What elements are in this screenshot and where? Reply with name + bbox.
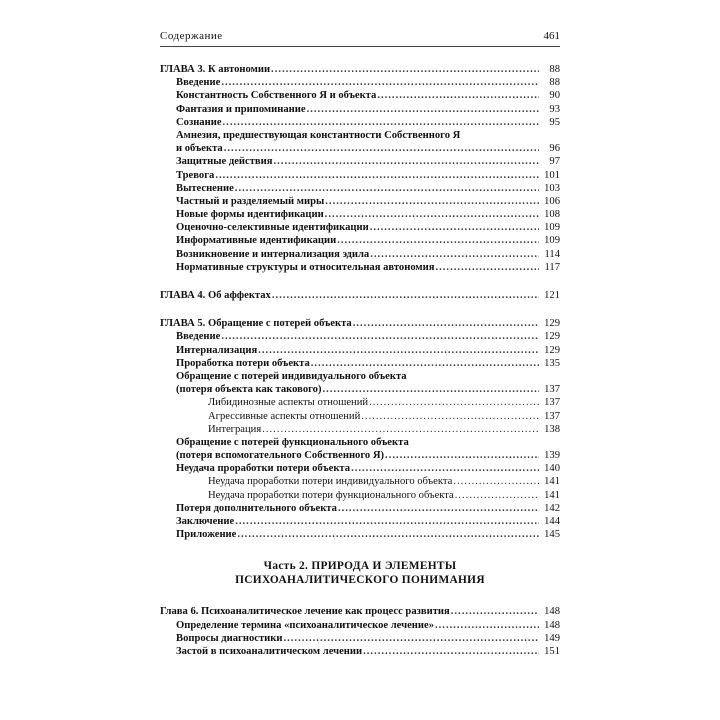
toc-entry-page: 97 (549, 156, 560, 168)
toc-entry-page: 109 (544, 235, 560, 247)
dot-leader (353, 317, 539, 330)
toc-section-entry (160, 208, 560, 221)
part-heading (160, 559, 560, 587)
table-of-contents-part2 (160, 605, 560, 658)
toc-entry-page: 149 (544, 632, 560, 644)
dot-leader (221, 76, 539, 89)
toc-entry-title: ГЛАВА 4. Об аффектах (160, 290, 271, 302)
toc-entry-title: Потеря дополнительного объекта (176, 502, 337, 514)
toc-subsection-entry (160, 489, 560, 502)
toc-section-entry (160, 182, 560, 195)
toc-entry-page: 96 (549, 143, 560, 155)
toc-entry-title: Фантазия и припоминание (176, 103, 306, 115)
toc-section-entry (160, 619, 560, 632)
toc-section-entry (160, 344, 560, 357)
toc-entry-title-continued: (потеря объекта как такового) (176, 384, 322, 396)
toc-entry-title: ГЛАВА 5. Обращение с потерей объекта (160, 318, 352, 330)
toc-entry-page: 129 (544, 331, 560, 343)
dot-leader (351, 462, 539, 475)
toc-entry-page: 137 (544, 410, 560, 422)
toc-entry-title: Оценочно-селективные идентификации (176, 222, 369, 234)
toc-subsection-entry (160, 410, 560, 423)
toc-entry-title: Тревога (176, 169, 215, 181)
toc-entry-page: 135 (544, 357, 560, 369)
toc-chapter-entry (160, 317, 560, 330)
toc-section-entry (160, 515, 560, 528)
toc-entry-page: 141 (544, 476, 560, 488)
toc-entry-page: 144 (544, 516, 560, 528)
toc-entry-page: 151 (544, 645, 560, 657)
toc-entry-page: 90 (549, 90, 560, 102)
toc-entry-title: Новые формы идентификации (176, 209, 324, 221)
toc-entry-title: Информативные идентификации (176, 235, 337, 247)
dot-leader (271, 63, 539, 76)
toc-subsection-entry (160, 396, 560, 409)
toc-section-entry (160, 632, 560, 645)
toc-entry-page: 148 (544, 606, 560, 618)
dot-leader (221, 330, 539, 343)
part-heading-line1: Часть 2. ПРИРОДА И ЭЛЕМЕНТЫ (263, 560, 457, 573)
toc-entry-page: 117 (544, 261, 560, 273)
dot-leader (363, 645, 539, 658)
toc-entry-title-continued: (потеря вспомогательного Собственного Я) (176, 450, 385, 462)
toc-section-entry (160, 436, 560, 462)
toc-entry-page: 109 (544, 222, 560, 234)
toc-entry-page: 141 (544, 489, 560, 501)
dot-leader (435, 261, 539, 274)
toc-entry-title: Константность Собственного Я и объекта (176, 90, 377, 102)
toc-entry-page: 88 (549, 77, 560, 89)
dot-leader (224, 142, 539, 155)
toc-entry-page: 139 (544, 450, 560, 462)
toc-entry-title: Заключение (176, 516, 235, 528)
toc-entry-page: 114 (544, 248, 560, 260)
dot-leader (370, 221, 539, 234)
toc-entry-page: 93 (549, 103, 560, 115)
book-page (160, 30, 560, 658)
dot-leader (235, 515, 539, 528)
dot-leader (338, 502, 539, 515)
toc-section-entry (160, 370, 560, 396)
dot-leader (369, 396, 539, 409)
toc-section-entry (160, 89, 560, 102)
toc-entry-title: Проработка потери объекта (176, 357, 310, 369)
toc-entry-page: 88 (549, 64, 560, 75)
toc-entry-title: Амнезия, предшествующая константности Собственного Я (176, 129, 461, 141)
toc-section-entry (160, 462, 560, 475)
toc-section-entry (160, 221, 560, 234)
toc-section-entry (160, 502, 560, 515)
dot-leader (451, 605, 539, 618)
toc-entry-title: Вопросы диагностики (176, 632, 283, 644)
toc-section-entry (160, 195, 560, 208)
toc-entry-page: 137 (544, 384, 560, 396)
dot-leader (385, 449, 539, 462)
toc-entry-title: Приложение (176, 529, 237, 541)
dot-leader (223, 116, 539, 129)
toc-section-entry (160, 103, 560, 116)
toc-entry-title: Нормативные структуры и относительная автономия (176, 261, 435, 273)
dot-leader (215, 169, 539, 182)
toc-section-entry (160, 129, 560, 155)
dot-leader (370, 248, 539, 261)
toc-chapter-block (160, 63, 560, 274)
toc-entry-page: 95 (549, 116, 560, 128)
toc-entry-page: 108 (544, 209, 560, 221)
toc-section-entry (160, 645, 560, 658)
toc-entry-title: Возникновение и интернализация эдила (176, 248, 370, 260)
dot-leader (361, 410, 539, 423)
dot-leader (455, 489, 539, 502)
dot-leader (258, 344, 539, 357)
toc-entry-page: 137 (544, 397, 560, 409)
toc-entry-page: 148 (544, 619, 560, 631)
page-number: 461 (543, 30, 560, 42)
toc-entry-title-continued: и объекта (176, 143, 223, 155)
dot-leader (307, 103, 539, 116)
toc-entry-title: Агрессивные аспекты отношений (208, 410, 361, 422)
running-head (160, 30, 560, 47)
toc-entry-title: ГЛАВА 3. К автономии (160, 64, 271, 75)
toc-entry-title: Застой в психоаналитическом лечении (176, 645, 363, 657)
part-heading-line2: ПСИХОАНАЛИТИЧЕСКОГО ПОНИМАНИЯ (235, 574, 485, 587)
dot-leader (453, 475, 539, 488)
dot-leader (323, 383, 540, 396)
toc-entry-page: 106 (544, 195, 560, 207)
toc-section-entry (160, 76, 560, 89)
toc-chapter-block (160, 289, 560, 302)
dot-leader (325, 195, 539, 208)
toc-entry-title: Введение (176, 331, 221, 343)
dot-leader (377, 89, 539, 102)
toc-section-entry (160, 116, 560, 129)
toc-section-entry (160, 234, 560, 247)
dot-leader (262, 423, 539, 436)
toc-entry-title: Либидинозные аспекты отношений (208, 397, 369, 409)
toc-entry-title: Неудача проработки потери объекта (176, 463, 351, 475)
toc-subsection-entry (160, 423, 560, 436)
toc-entry-page: 142 (544, 502, 560, 514)
toc-section-entry (160, 248, 560, 261)
section-title: Содержание (160, 30, 223, 42)
toc-chapter-entry (160, 289, 560, 302)
dot-leader (325, 208, 539, 221)
toc-entry-page: 145 (544, 529, 560, 541)
toc-entry-page: 129 (544, 344, 560, 356)
toc-entry-title: Обращение с потерей функционального объекта (176, 436, 409, 448)
toc-section-entry (160, 330, 560, 343)
toc-entry-page: 129 (544, 318, 560, 330)
toc-chapter-block (160, 317, 560, 541)
toc-section-entry (160, 169, 560, 182)
toc-section-entry (160, 155, 560, 168)
dot-leader (235, 182, 539, 195)
table-of-contents (160, 63, 560, 541)
dot-leader (337, 234, 539, 247)
dot-leader (274, 155, 540, 168)
toc-entry-page: 140 (544, 463, 560, 475)
toc-entry-page: 101 (544, 169, 560, 181)
dot-leader (237, 528, 539, 541)
toc-entry-title: Частный и разделяемый миры (176, 195, 325, 207)
toc-entry-title: Обращение с потерей индивидуального объекта (176, 370, 407, 382)
toc-entry-page: 121 (544, 290, 560, 302)
toc-section-entry (160, 528, 560, 541)
toc-section-entry (160, 261, 560, 274)
toc-entry-title: Вытеснение (176, 182, 234, 194)
dot-leader (283, 632, 539, 645)
toc-entry-title: Определение термина «психоаналитическое лечение» (176, 619, 434, 631)
toc-chapter-entry (160, 63, 560, 76)
toc-entry-title: Неудача проработки потери индивидуального объекта (208, 476, 453, 488)
toc-chapter-entry (160, 605, 560, 618)
toc-entry-title: Защитные действия (176, 156, 273, 168)
toc-subsection-entry (160, 475, 560, 488)
toc-entry-title: Интернализация (176, 344, 258, 356)
dot-leader (272, 289, 539, 302)
toc-entry-title: Глава 6. Психоаналитическое лечение как процесс развития (160, 606, 450, 618)
toc-entry-title: Введение (176, 77, 221, 89)
toc-entry-page: 138 (544, 423, 560, 435)
dot-leader (311, 357, 539, 370)
toc-entry-title: Сознание (176, 116, 222, 128)
toc-entry-page: 103 (544, 182, 560, 194)
toc-section-entry (160, 357, 560, 370)
toc-entry-title: Интеграция (208, 423, 262, 435)
toc-entry-title: Неудача проработки потери функционального объекта (208, 489, 454, 501)
dot-leader (435, 619, 539, 632)
